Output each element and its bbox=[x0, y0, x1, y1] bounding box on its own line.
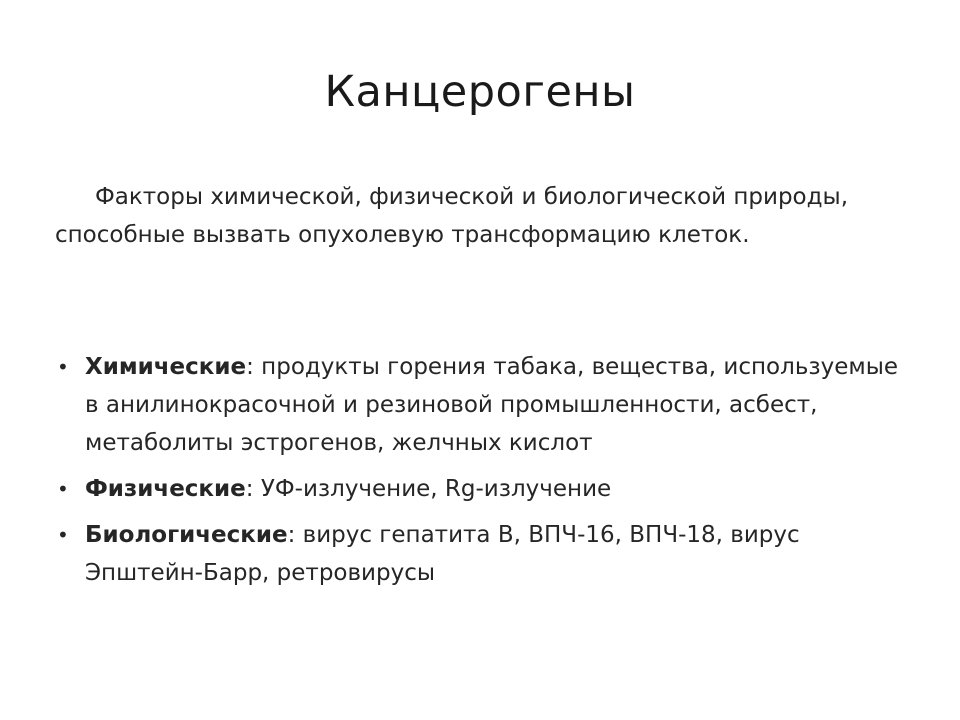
bullet-item-physical bbox=[55, 470, 915, 508]
intro-paragraph: Факторы химической, физической и биологической природы, способные вызвать опухолевую трансформацию клеток. bbox=[55, 184, 849, 248]
bullet-text: : продукты горения табака, вещества, используемые в анилинокрасочной и резиновой промышленности, асбест, метаболиты эстрогенов, желчных кислот bbox=[85, 354, 899, 456]
bullet-term: Биологические bbox=[85, 522, 288, 548]
bullet-term: Химические bbox=[85, 354, 247, 380]
bullet-item-biological bbox=[55, 516, 915, 592]
bullet-item-chemical bbox=[55, 348, 915, 462]
bullet-text: : УФ-излучение, Rg-излучение bbox=[245, 476, 612, 502]
slide-title: Канцерогены bbox=[324, 67, 636, 117]
bullet-list bbox=[55, 348, 915, 600]
bullet-text: : вирус гепатита В, ВПЧ-16, ВПЧ-18, вирус Эпштейн-Барр, ретровирусы bbox=[85, 522, 800, 586]
bullet-dot-icon: • bbox=[57, 355, 69, 379]
bullet-dot-icon: • bbox=[57, 477, 69, 501]
bullet-dot-icon: • bbox=[57, 523, 69, 547]
bullet-term: Физические bbox=[85, 476, 246, 502]
